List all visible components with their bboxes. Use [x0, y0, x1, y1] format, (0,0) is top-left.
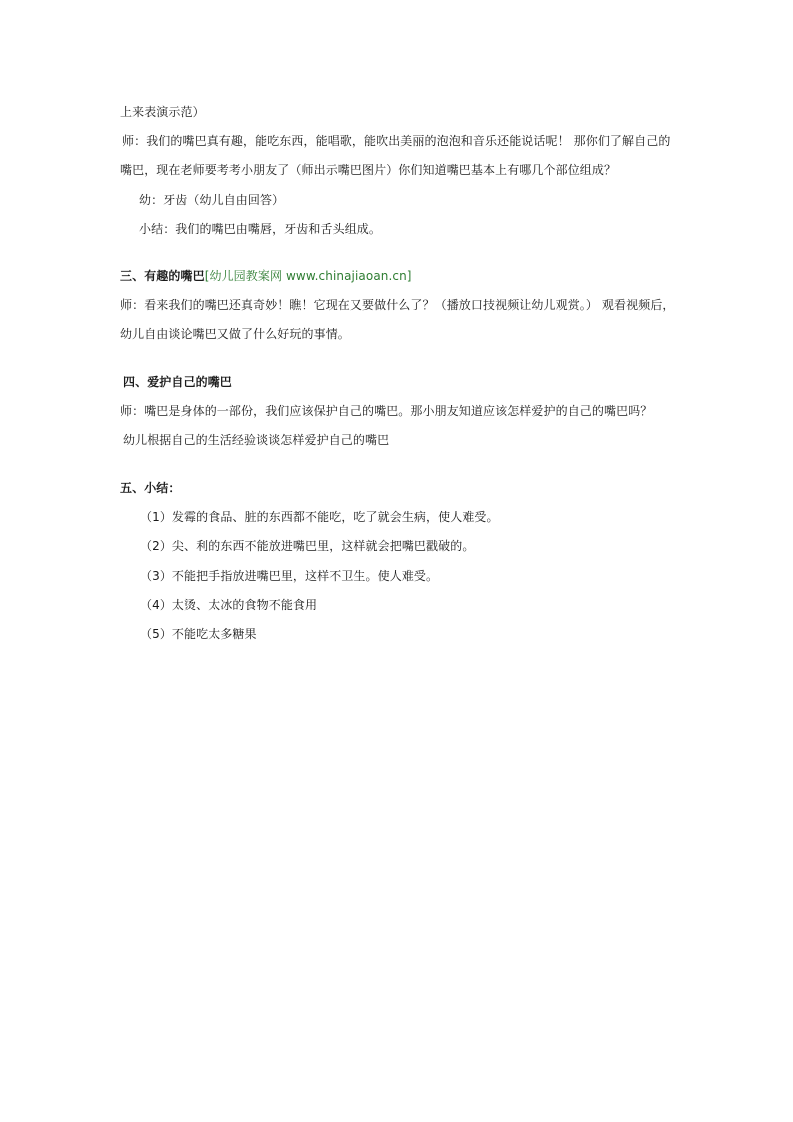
section-4-paragraph-1: 师：嘴巴是身体的一部份，我们应该保护自己的嘴巴。那小朋友知道应该怎样爱护的自己的嘴巴吗？ — [120, 404, 653, 418]
text-line-1: 上来表演示范） — [120, 105, 205, 119]
summary-item-4: （4）太烫、太冰的食物不能食用 — [140, 598, 318, 612]
summary-item-2: （2）尖、利的东西不能放进嘴巴里，这样就会把嘴巴戳破的。 — [140, 539, 475, 553]
section-3-heading: 三、有趣的嘴巴 — [120, 269, 205, 283]
text-line-4: 幼：牙齿（幼儿自由回答） — [139, 193, 285, 207]
summary-item-3: （3）不能把手指放进嘴巴里，这样不卫生。使人难受。 — [140, 569, 439, 583]
text-line-3: 嘴巴，现在老师要考考小朋友了（师出示嘴巴图片）你们知道嘴巴基本上有哪几个部位组成？ — [120, 163, 617, 177]
source-link[interactable]: [幼儿园教案网 www.chinajiaoan.cn] — [204, 269, 412, 283]
summary-item-1: （1）发霉的食品、脏的东西都不能吃，吃了就会生病，使人难受。 — [140, 510, 499, 524]
section-4-paragraph-2: 幼儿根据自己的生活经验谈谈怎样爱护自己的嘴巴 — [123, 433, 390, 447]
section-3-heading-line — [120, 268, 412, 284]
section-3-paragraph-1: 师：看来我们的嘴巴还真奇妙！瞧！它现在又要做什么了？（播放口技视频让幼儿观赏。） 观看视频后， — [120, 298, 675, 312]
text-line-2: 师：我们的嘴巴真有趣，能吃东西，能唱歌，能吹出美丽的泡泡和音乐还能说话呢！ 那你们了解自己的 — [122, 134, 671, 148]
section-5-heading: 五、小结： — [120, 481, 181, 495]
section-3-paragraph-2: 幼儿自由谈论嘴巴又做了什么好玩的事情。 — [120, 327, 350, 341]
summary-item-5: （5）不能吃太多糖果 — [140, 627, 257, 641]
section-4-heading: 四、爱护自己的嘴巴 — [123, 375, 232, 389]
text-line-5: 小结：我们的嘴巴由嘴唇，牙齿和舌头组成。 — [139, 222, 382, 236]
